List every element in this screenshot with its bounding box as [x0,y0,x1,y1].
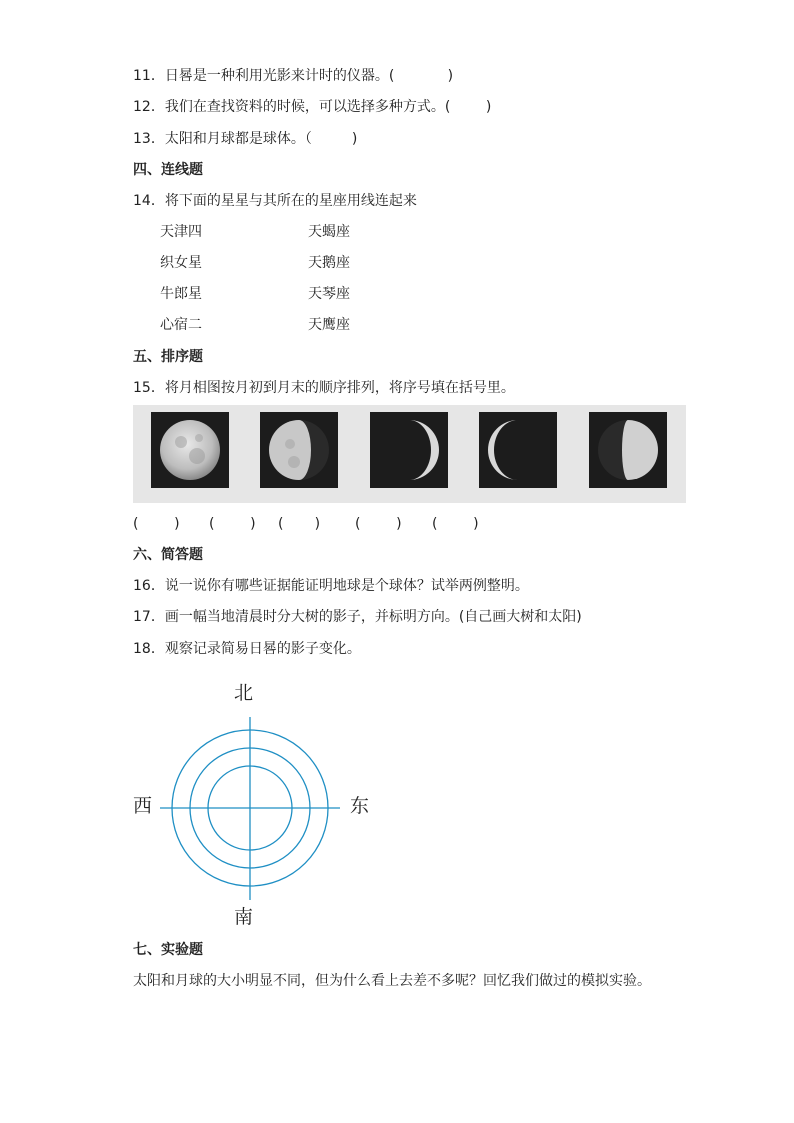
question-12: 12．我们在查找资料的时候，可以选择多种方式。( ) [133,99,492,115]
question-15: 15．将月相图按月初到月末的顺序排列，将序号填在括号里。 [133,380,515,396]
question-18: 18．观察记录简易日晷的影子变化。 [133,641,361,657]
constellation-item: 天鹰座 [308,317,350,333]
moon-phase-waxing-crescent-icon [370,412,448,488]
section-heading-matching: 四、连线题 [133,162,203,178]
star-item: 心宿二 [160,317,202,333]
experiment-question: 太阳和月球的大小明显不同，但为什么看上去差不多呢？回忆我们做过的模拟实验。 [133,973,651,989]
answer-blank[interactable]: ( ) [209,516,256,532]
direction-north: 北 [234,682,254,704]
moon-phase-photo-strip [133,405,686,503]
moon-phase-full-icon [151,412,229,488]
question-13: 13．太阳和月球都是球体。（ ) [133,131,358,147]
moon-phase-waning-crescent-icon [479,412,557,488]
question-16: 16．说一说你有哪些证据能证明地球是个球体？试举两例整明。 [133,578,529,594]
moon-phase-gibbous-icon [260,412,338,488]
answer-blank[interactable]: ( ) [432,516,479,532]
section-heading-short-answer: 六、简答题 [133,547,203,563]
direction-east: 东 [350,795,370,817]
direction-west: 西 [133,795,153,817]
question-11: 11．日晷是一种利用光影来计时的仪器。( ) [133,68,454,84]
star-item: 天津四 [160,224,202,240]
direction-south: 南 [234,906,254,928]
answer-blank[interactable]: ( ) [133,516,180,532]
constellation-item: 天蝎座 [308,224,350,240]
section-heading-ordering: 五、排序题 [133,349,203,365]
star-item: 牛郎星 [160,286,202,302]
constellation-item: 天鹅座 [308,255,350,271]
question-14: 14．将下面的星星与其所在的星座用线连起来 [133,193,417,209]
answer-blank[interactable]: ( ) [355,516,402,532]
compass-circles [130,675,380,930]
moon-phase-quarter-icon [589,412,667,488]
question-17: 17．画一幅当地清晨时分大树的影子，并标明方向。(自己画大树和太阳) [133,609,582,625]
answer-blank[interactable]: ( ) [278,516,321,532]
section-heading-experiment: 七、实验题 [133,942,203,958]
sundial-compass-diagram [130,675,380,930]
constellation-item: 天琴座 [308,286,350,302]
star-item: 织女星 [160,255,202,271]
